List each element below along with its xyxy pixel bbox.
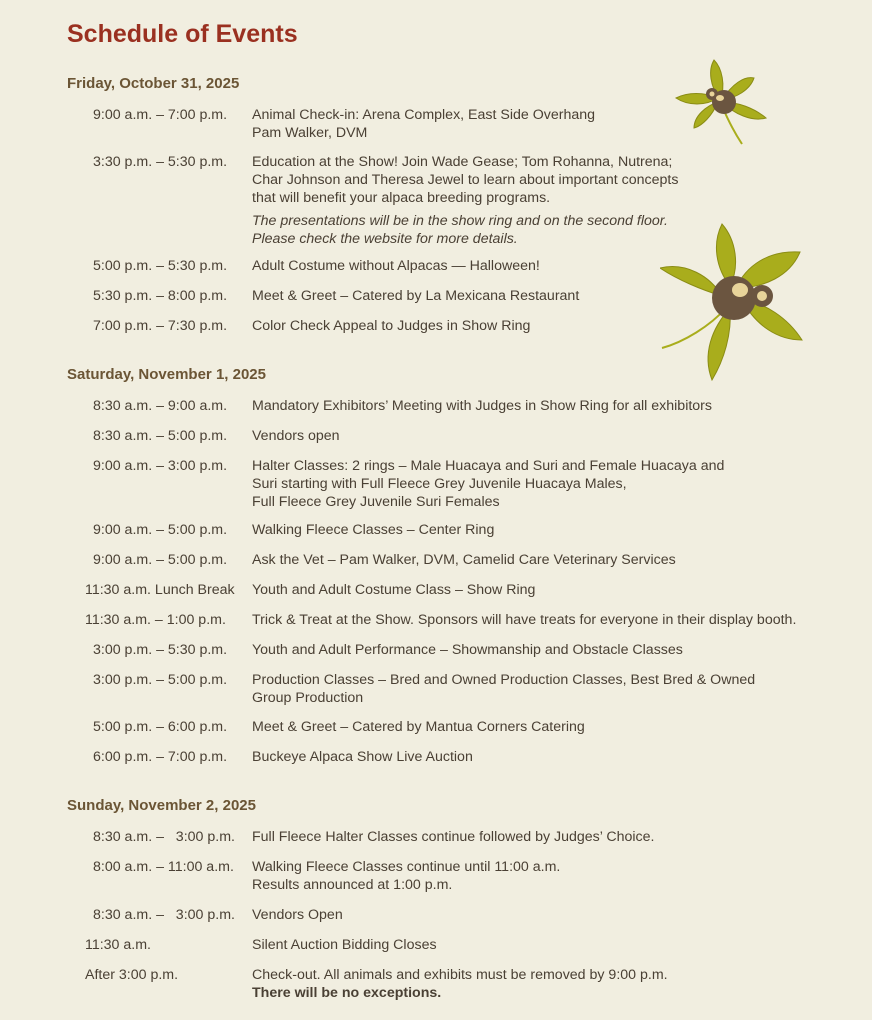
event-line: Buckeye Alpaca Show Live Auction [252, 749, 473, 765]
event-line: Trick & Treat at the Show. Sponsors will have treats for everyone in their display booth. [252, 612, 797, 628]
event-line: Vendors Open [252, 907, 343, 923]
event-description [252, 551, 812, 569]
event-line: that will benefit your alpaca breeding programs. [252, 190, 551, 206]
buckeye-leaf-icon [660, 222, 806, 384]
event-time: 8:30 a.m. – 9:00 a.m. [93, 398, 228, 414]
event-description [252, 671, 812, 707]
event-line: Char Johnson and Theresa Jewel to learn about important concepts [252, 172, 679, 188]
page-title: Schedule of Events [67, 20, 298, 48]
event-line: Full Fleece Grey Juvenile Suri Females [252, 494, 500, 510]
event-description [252, 457, 812, 511]
event-description [252, 397, 812, 415]
event-line: Walking Fleece Classes – Center Ring [252, 522, 495, 538]
event-warning: There will be no exceptions. [252, 985, 442, 1001]
event-line: Youth and Adult Performance – Showmanship and Obstacle Classes [252, 642, 683, 658]
event-line: Walking Fleece Classes continue until 11:00 a.m. [252, 859, 561, 875]
event-line: Vendors open [252, 428, 340, 444]
event-line: Youth and Adult Costume Class – Show Ring [252, 582, 536, 598]
event-description [252, 858, 812, 894]
event-time: 11:30 a.m. Lunch Break [85, 582, 235, 598]
day-heading-saturday: Saturday, November 1, 2025 [67, 366, 266, 383]
event-line: Silent Auction Bidding Closes [252, 937, 437, 953]
event-time: After 3:00 p.m. [85, 967, 179, 983]
day-heading-friday: Friday, October 31, 2025 [67, 75, 240, 92]
event-line: Results announced at 1:00 p.m. [252, 877, 453, 893]
event-time: 9:00 a.m. – 7:00 p.m. [93, 107, 228, 123]
event-line: Education at the Show! Join Wade Gease; Tom Rohanna, Nutrena; [252, 154, 673, 170]
event-note-line: Please check the website for more details. [252, 231, 518, 247]
event-line: Halter Classes: 2 rings – Male Huacaya and Suri and Female Huacaya and [252, 458, 725, 474]
event-time: 3:00 p.m. – 5:00 p.m. [93, 672, 228, 688]
event-description [252, 966, 812, 1002]
event-line: Meet & Greet – Catered by Mantua Corners Catering [252, 719, 585, 735]
event-note-line: The presentations will be in the show ring and on the second floor. [252, 213, 668, 229]
event-time: 8:30 a.m. – 3:00 p.m. [93, 907, 235, 923]
event-line: Pam Walker, DVM [252, 125, 368, 141]
event-line: Animal Check-in: Arena Complex, East Side Overhang [252, 107, 596, 123]
day-heading-sunday: Sunday, November 2, 2025 [67, 797, 256, 814]
event-description [252, 748, 812, 766]
event-line: Adult Costume without Alpacas — Halloween! [252, 258, 540, 274]
event-description [252, 641, 812, 659]
event-time: 5:30 p.m. – 8:00 p.m. [93, 288, 228, 304]
event-description [252, 611, 812, 629]
event-time: 7:00 p.m. – 7:30 p.m. [93, 318, 228, 334]
event-description [252, 936, 812, 954]
event-line: Check-out. All animals and exhibits must be removed by 9:00 p.m. [252, 967, 668, 983]
event-line: Group Production [252, 690, 364, 706]
event-time: 8:30 a.m. – 3:00 p.m. [93, 829, 235, 845]
event-time: 3:00 p.m. – 5:30 p.m. [93, 642, 228, 658]
event-time: 3:30 p.m. – 5:30 p.m. [93, 154, 228, 170]
event-description [252, 718, 812, 736]
event-time: 8:00 a.m. – 11:00 a.m. [93, 859, 234, 875]
event-line: Ask the Vet – Pam Walker, DVM, Camelid Care Veterinary Services [252, 552, 676, 568]
event-time: 5:00 p.m. – 5:30 p.m. [93, 258, 228, 274]
event-line: Mandatory Exhibitors’ Meeting with Judges in Show Ring for all exhibitors [252, 398, 712, 414]
event-description [252, 906, 812, 924]
buckeye-leaf-icon [672, 56, 772, 148]
event-time: 11:30 a.m. – 1:00 p.m. [85, 612, 226, 628]
event-description [252, 521, 812, 539]
event-time: 9:00 a.m. – 5:00 p.m. [93, 552, 228, 568]
event-time: 9:00 a.m. – 5:00 p.m. [93, 522, 228, 538]
event-line: Production Classes – Bred and Owned Production Classes, Best Bred & Owned [252, 672, 756, 688]
event-line: Color Check Appeal to Judges in Show Ring [252, 318, 531, 334]
event-line: Full Fleece Halter Classes continue followed by Judges’ Choice. [252, 829, 655, 845]
event-time: 8:30 a.m. – 5:00 p.m. [93, 428, 228, 444]
event-description [252, 427, 812, 445]
event-time: 5:00 p.m. – 6:00 p.m. [93, 719, 228, 735]
event-description [252, 581, 812, 599]
event-time: 11:30 a.m. [85, 937, 151, 953]
event-description [252, 828, 812, 846]
event-time: 9:00 a.m. – 3:00 p.m. [93, 458, 228, 474]
event-time: 6:00 p.m. – 7:00 p.m. [93, 749, 228, 765]
event-line: Meet & Greet – Catered by La Mexicana Restaurant [252, 288, 580, 304]
event-line: Suri starting with Full Fleece Grey Juvenile Huacaya Males, [252, 476, 627, 492]
